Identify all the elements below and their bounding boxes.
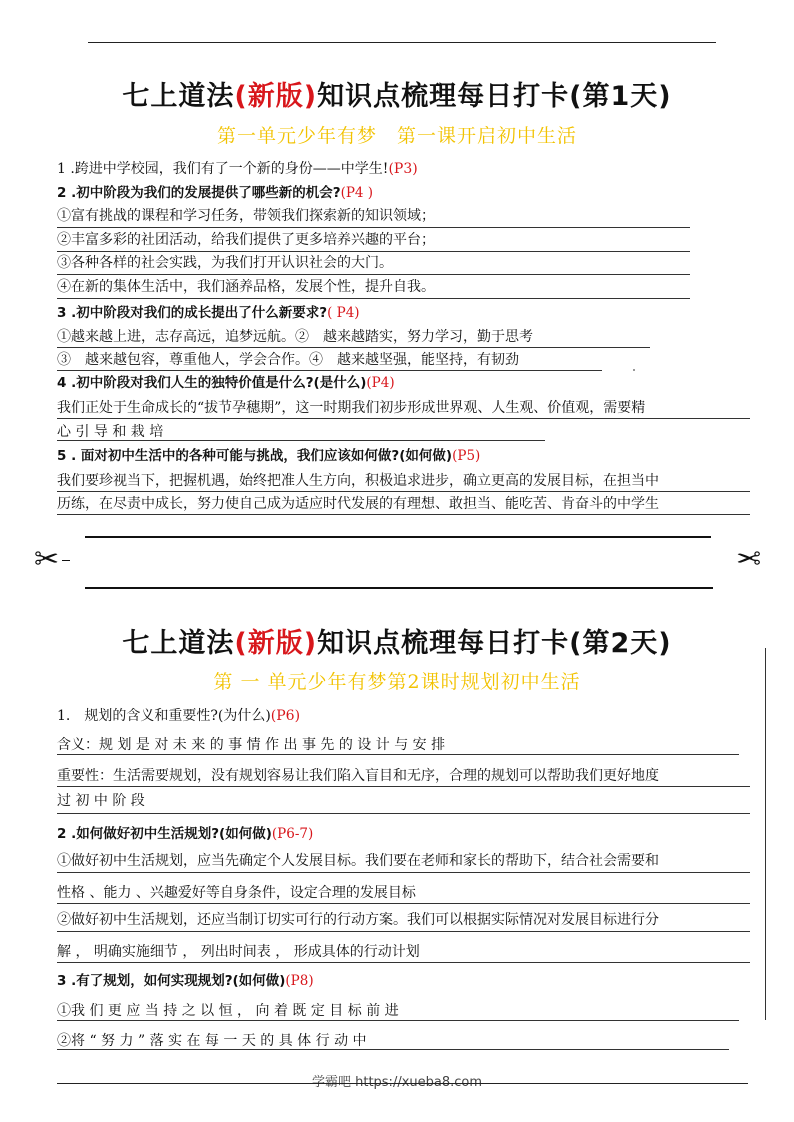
day1-title bbox=[0, 74, 794, 113]
day1-answer-5a: 我们要珍视当下，把握机遇，始终把准人生方向，积极追求进步，确立更高的发展目标，在担当中 bbox=[57, 473, 659, 489]
underline bbox=[57, 440, 545, 441]
day1-title-post: 知识点梳理每日打卡(第1天) bbox=[317, 81, 672, 112]
cut-rule-lower bbox=[85, 587, 713, 589]
day1-answer-3b: ③ 越来越包容，尊重他人，学会合作。④ 越来越坚强，能坚持，有韧劲 bbox=[57, 352, 519, 368]
day2-answer-2c: ②做好初中生活规划，还应当制订切实可行的行动方案。我们可以根据实际情况对发展目标进行分 bbox=[57, 912, 659, 928]
day2-answer-2d: 解 ， 明确实施细节 ， 列出时间表 ， 形成具体的行动计划 bbox=[57, 944, 420, 960]
day1-question-5: 5 . 面对初中生活中的各种可能与挑战，我们应该如何做?(如何做)(P5) bbox=[57, 448, 481, 464]
underline bbox=[57, 274, 690, 275]
underline bbox=[57, 1020, 739, 1021]
scissors-right-icon: ✂ bbox=[736, 542, 762, 577]
underline bbox=[57, 962, 750, 963]
day1-answer-2b: ②丰富多彩的社团活动，给我们提供了更多培养兴趣的平台； bbox=[57, 232, 435, 248]
day2-question-3: 3 .有了规划，如何实现规划?(如何做)(P8) bbox=[57, 973, 314, 989]
day1-title-red: (新版) bbox=[234, 81, 318, 112]
day2-answer-2b: 性格 、能力 、兴趣爱好等自身条件，设定合理的发展目标 bbox=[57, 885, 416, 901]
underline bbox=[57, 370, 602, 371]
underline bbox=[57, 786, 750, 787]
day2-answer-2a: ①做好初中生活规划，应当先确定个人发展目标。我们要在老师和家长的帮助下，结合社会需要和 bbox=[57, 853, 659, 869]
bottom-rule bbox=[57, 1083, 748, 1084]
day1-answer-5b: 历练，在尽责中成长，努力使自己成为适应时代发展的有理想、敢担当、能吃苦、肯奋斗的中学生 bbox=[57, 496, 659, 512]
underline bbox=[57, 227, 690, 228]
day2-answer-1b: 重要性：生活需要规划，没有规划容易让我们陷入盲目和无序，合理的规划可以帮助我们更好地度 bbox=[57, 768, 659, 784]
underline bbox=[57, 754, 739, 755]
dash bbox=[62, 560, 70, 561]
day1-question-3: 3 .初中阶段对我们的成长提出了什么新要求?( P4) bbox=[57, 305, 360, 321]
underline bbox=[57, 931, 750, 932]
underline bbox=[57, 813, 750, 814]
underline bbox=[57, 903, 750, 904]
day2-title-post: 知识点梳理每日打卡(第2天) bbox=[317, 628, 672, 659]
underline bbox=[57, 1049, 729, 1050]
day2-title bbox=[0, 621, 794, 660]
day2-answer-1c: 过 初 中 阶 段 bbox=[57, 793, 145, 809]
day2-question-2: 2 .如何做好初中生活规划?(如何做)(P6-7) bbox=[57, 826, 314, 842]
day1-answer-2d: ④在新的集体生活中，我们涵养品格，发展个性，提升自我。 bbox=[57, 279, 435, 295]
cut-rule-upper bbox=[85, 536, 711, 538]
underline bbox=[57, 491, 750, 492]
underline bbox=[57, 418, 750, 419]
day1-answer-4a: 我们正处于生命成长的“拔节孕穗期”，这一时期我们初步形成世界观、人生观、价值观，需要精 bbox=[57, 400, 646, 416]
scissors-left-icon: ✂ bbox=[34, 542, 60, 577]
day2-answer-3b: ②将 “ 努 力 ” 落 实 在 每 一 天 的 具 体 行 动 中 bbox=[57, 1033, 367, 1049]
underline bbox=[57, 251, 690, 252]
day1-answer-2c: ③各种各样的社会实践，为我们打开认识社会的大门。 bbox=[57, 255, 393, 271]
underline bbox=[57, 872, 750, 873]
day2-title-red: (新版) bbox=[234, 628, 318, 659]
underline bbox=[57, 298, 690, 299]
day1-line-1: 1 .跨进中学校园，我们有了一个新的身份——中学生!(P3) bbox=[57, 161, 418, 177]
day1-answer-2a: ①富有挑战的课程和学习任务，带领我们探索新的知识领域； bbox=[57, 208, 435, 224]
day2-answer-1a: 含义：规 划 是 对 未 来 的 事 情 作 出 事 先 的 设 计 与 安 排 bbox=[57, 737, 446, 753]
right-margin-bar bbox=[765, 648, 766, 1020]
underline bbox=[57, 514, 750, 515]
day1-subtitle: 第一单元少年有梦 第一课开启初中生活 bbox=[216, 125, 577, 147]
day2-title-pre: 七上道法 bbox=[122, 628, 235, 659]
footer-watermark: 学霸吧 https://xueba8.com bbox=[311, 1075, 483, 1090]
day1-answer-3a: ①越来越上进，志存高远，追梦远航。② 越来越踏实，努力学习，勤于思考 bbox=[57, 329, 533, 345]
day1-title-pre: 七上道法 bbox=[122, 81, 235, 112]
day2-answer-3a: ①我 们 更 应 当 持 之 以 恒 ， 向 着 既 定 目 标 前 进 bbox=[57, 1003, 399, 1019]
speck bbox=[633, 369, 635, 371]
day1-question-2: 2 .初中阶段为我们的发展提供了哪些新的机会?(P4 ) bbox=[57, 185, 374, 201]
day1-answer-4b: 心 引 导 和 栽 培 bbox=[57, 424, 164, 440]
underline bbox=[57, 347, 650, 348]
day1-question-4: 4 .初中阶段对我们人生的独特价值是什么?(是什么)(P4) bbox=[57, 375, 395, 391]
top-rule bbox=[88, 42, 716, 43]
day2-subtitle: 第 一 单元少年有梦第2课时规划初中生活 bbox=[213, 671, 581, 693]
day2-question-1: 1. 规划的含义和重要性?(为什么)(P6) bbox=[57, 708, 301, 724]
